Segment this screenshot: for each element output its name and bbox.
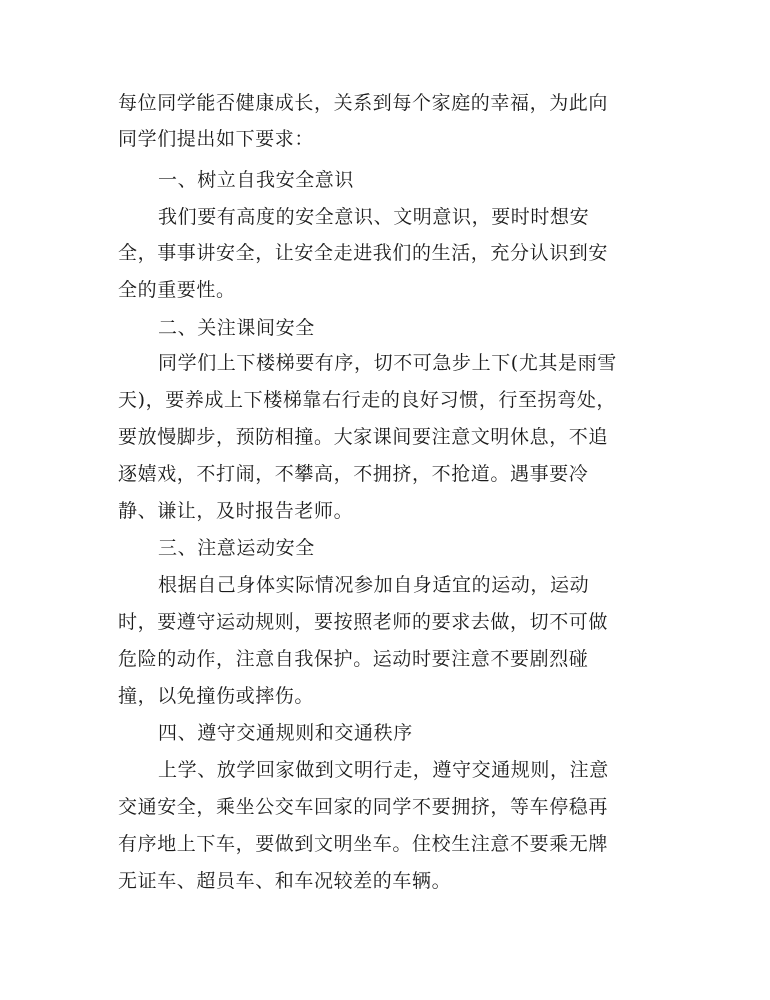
- text-line-10: 要放慢脚步，预防相撞。大家课间要注意文明休息，不追: [118, 426, 609, 448]
- section-heading-1: 一、树立自我安全意识: [158, 169, 355, 191]
- text-line-21: 有序地上下车，要做到文明坐车。住校生注意不要乘无牌: [118, 833, 609, 855]
- text-line-17: 撞，以免撞伤或摔伤。: [118, 685, 315, 707]
- section-heading-4: 四、遵守交通规则和交通秩序: [158, 722, 413, 744]
- text-line-20: 交通安全，乘坐公交车回家的同学不要拥挤，等车停稳再: [118, 796, 609, 818]
- text-line-2: 同学们提出如下要求：: [118, 128, 315, 150]
- text-line-9: 天)，要养成上下楼梯靠右行走的良好习惯，行至拐弯处，: [118, 389, 617, 411]
- text-line-12: 静、谦让，及时报告老师。: [118, 500, 354, 522]
- text-line-4: 我们要有高度的安全意识、文明意识，要时时想安: [158, 206, 590, 228]
- text-line-14: 根据自己身体实际情况参加自身适宜的运动，运动: [158, 574, 590, 596]
- text-line-19: 上学、放学回家做到文明行走，遵守交通规则，注意: [158, 759, 609, 781]
- text-line-8: 同学们上下楼梯要有序，切不可急步上下(尤其是雨雪: [158, 352, 617, 374]
- text-line-6: 全的重要性。: [118, 279, 236, 301]
- text-line-22: 无证车、超员车、和车况较差的车辆。: [118, 870, 452, 892]
- text-line-16: 危险的动作，注意自我保护。运动时要注意不要剧烈碰: [118, 648, 589, 670]
- text-line-1: 每位同学能否健康成长，关系到每个家庭的幸福，为此向: [118, 92, 609, 114]
- text-line-5: 全，事事讲安全，让安全走进我们的生活，充分认识到安: [118, 242, 609, 264]
- section-heading-3: 三、注意运动安全: [158, 537, 315, 559]
- text-line-11: 逐嬉戏，不打闹，不攀高，不拥挤，不抢道。遇事要冷: [118, 463, 589, 485]
- text-line-15: 时，要遵守运动规则，要按照老师的要求去做，切不可做: [118, 611, 609, 633]
- section-heading-2: 二、关注课间安全: [158, 317, 315, 339]
